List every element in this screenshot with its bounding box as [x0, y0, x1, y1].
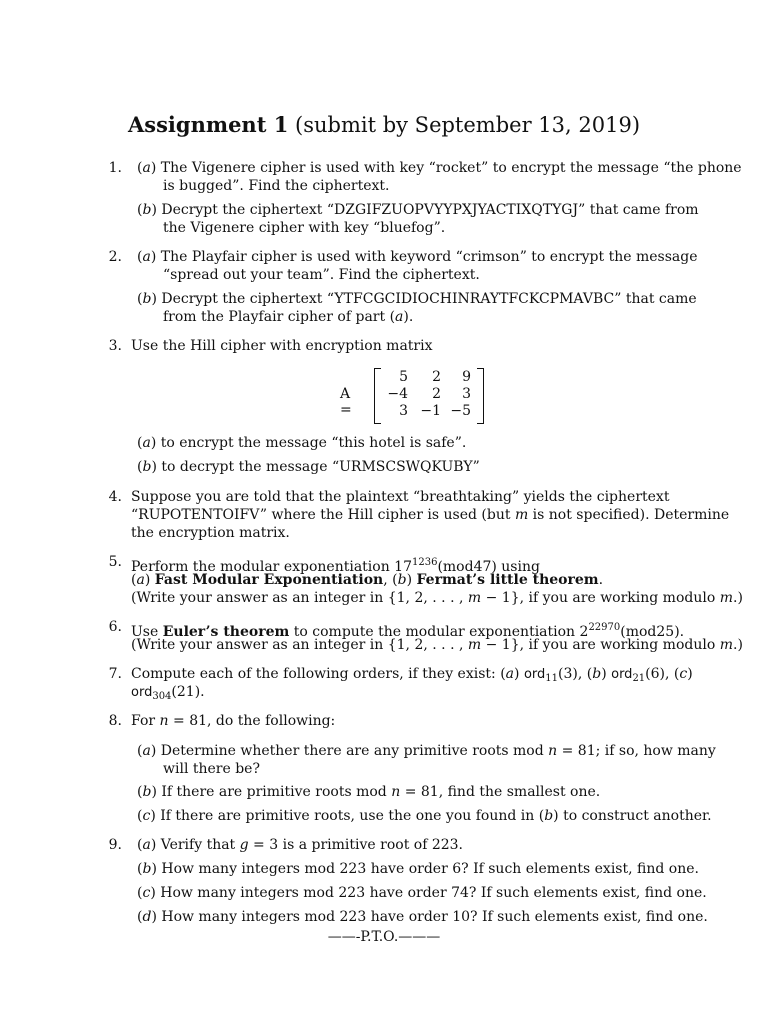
q2-part-b-line2: from the Playfair cipher of part (a).: [163, 309, 414, 325]
q4-line1: Suppose you are told that the plaintext “breathtaking” yields the ciphertext: [131, 489, 670, 505]
matrix-cell: 2: [432, 369, 441, 385]
q1-part-a-line2: is bugged”. Find the ciphertext.: [163, 178, 390, 194]
q7-line1: Compute each of the following orders, if they exist: (a) ord$_{11}$(3), (b) ord$_{21}$(6), (c): [131, 666, 693, 684]
q4-line2: “RUPOTENTOIFV” where the Hill cipher is used (but m is not specified). Determine: [131, 507, 730, 523]
q5-note: (Write your answer as an integer in {1, 2, . . . , m − 1}, if you are working modulo m.): [131, 590, 743, 606]
q3-part-a: (a) to encrypt the message “this hotel is safe”.: [137, 435, 467, 451]
page-turn-note: ——-P.T.O.———: [327, 929, 441, 945]
q8-part-a-line2: will there be?: [163, 761, 260, 777]
matrix-cell: −4: [387, 386, 408, 402]
q3-intro: Use the Hill cipher with encryption matrix: [131, 338, 433, 354]
q8-part-a-line1: (a) Determine whether there are any primitive roots mod n = 81; if so, how many: [137, 743, 716, 759]
question-4-number: 4.: [108, 489, 122, 505]
q1-part-a-line1: (a) The Vigenere cipher is used with key “rocket” to encrypt the message “the phone: [137, 160, 742, 176]
question-9-number: 9.: [108, 837, 122, 853]
question-5-number: 5.: [108, 554, 122, 570]
q8-part-b: (b) If there are primitive roots mod n = 81, find the smallest one.: [137, 784, 601, 800]
matrix-cell: −1: [420, 403, 441, 419]
matrix-cell: 3: [462, 386, 471, 402]
q5-methods: (a) Fast Modular Exponentiation, (b) Fermat’s little theorem.: [131, 572, 604, 588]
q8-intro: For n = 81, do the following:: [131, 713, 336, 729]
q1-part-b-line1: (b) Decrypt the ciphertext “DZGIFZUOPVYYPXJYACTIXQTYGJ” that came from: [137, 202, 699, 218]
q8-part-c: (c) If there are primitive roots, use the one you found in (b) to construct another.: [137, 808, 712, 824]
q3-part-b: (b) to decrypt the message “URMSCSWQKUBY”: [137, 459, 480, 475]
question-3-number: 3.: [108, 338, 122, 354]
q6-line1: Use Euler’s theorem to compute the modular exponentiation $2^{22970}(mod25)$.: [131, 622, 685, 640]
matrix-right-bracket: [477, 368, 484, 424]
matrix-cell: 3: [399, 403, 408, 419]
question-8-number: 8.: [108, 713, 122, 729]
q2-part-a-line2: “spread out your team”. Find the ciphertext.: [163, 267, 480, 283]
q6-note: (Write your answer as an integer in {1, 2, . . . , m − 1}, if you are working modulo m.): [131, 637, 743, 653]
matrix-cell: 5: [399, 369, 408, 385]
q9-part-a: (a) Verify that g = 3 is a primitive root of 223.: [137, 837, 463, 853]
question-7-number: 7.: [108, 666, 122, 682]
q2-part-b-line1: (b) Decrypt the ciphertext “YTFCGCIDIOCHINRAYTFCKCPMAVBC” that came: [137, 291, 697, 307]
q7-line2: ord$_{304}$(21).: [131, 684, 205, 702]
matrix-cell: 2: [432, 386, 441, 402]
page-title: Assignment 1 (submit by September 13, 2019): [127, 112, 641, 137]
question-2-number: 2.: [108, 249, 122, 265]
matrix-cell: −5: [450, 403, 471, 419]
q9-part-c: (c) How many integers mod 223 have order 74? If such elements exist, find one.: [137, 885, 707, 901]
q9-part-d: (d) How many integers mod 223 have order 10? If such elements exist, find one.: [137, 909, 708, 925]
q4-line3: the encryption matrix.: [131, 525, 290, 541]
matrix-cell: 9: [462, 369, 471, 385]
question-6-number: 6.: [108, 619, 122, 635]
q5-line1: Perform the modular exponentiation $17^{1236}(mod47)$ using: [131, 557, 540, 575]
q2-part-a-line1: (a) The Playfair cipher is used with keyword “crimson” to encrypt the message: [137, 249, 698, 265]
q9-part-b: (b) How many integers mod 223 have order 6? If such elements exist, find one.: [137, 861, 699, 877]
matrix-label: A =: [340, 386, 352, 418]
question-1-number: 1.: [108, 160, 122, 176]
q1-part-b-line2: the Vigenere cipher with key “bluefog”.: [163, 220, 446, 236]
